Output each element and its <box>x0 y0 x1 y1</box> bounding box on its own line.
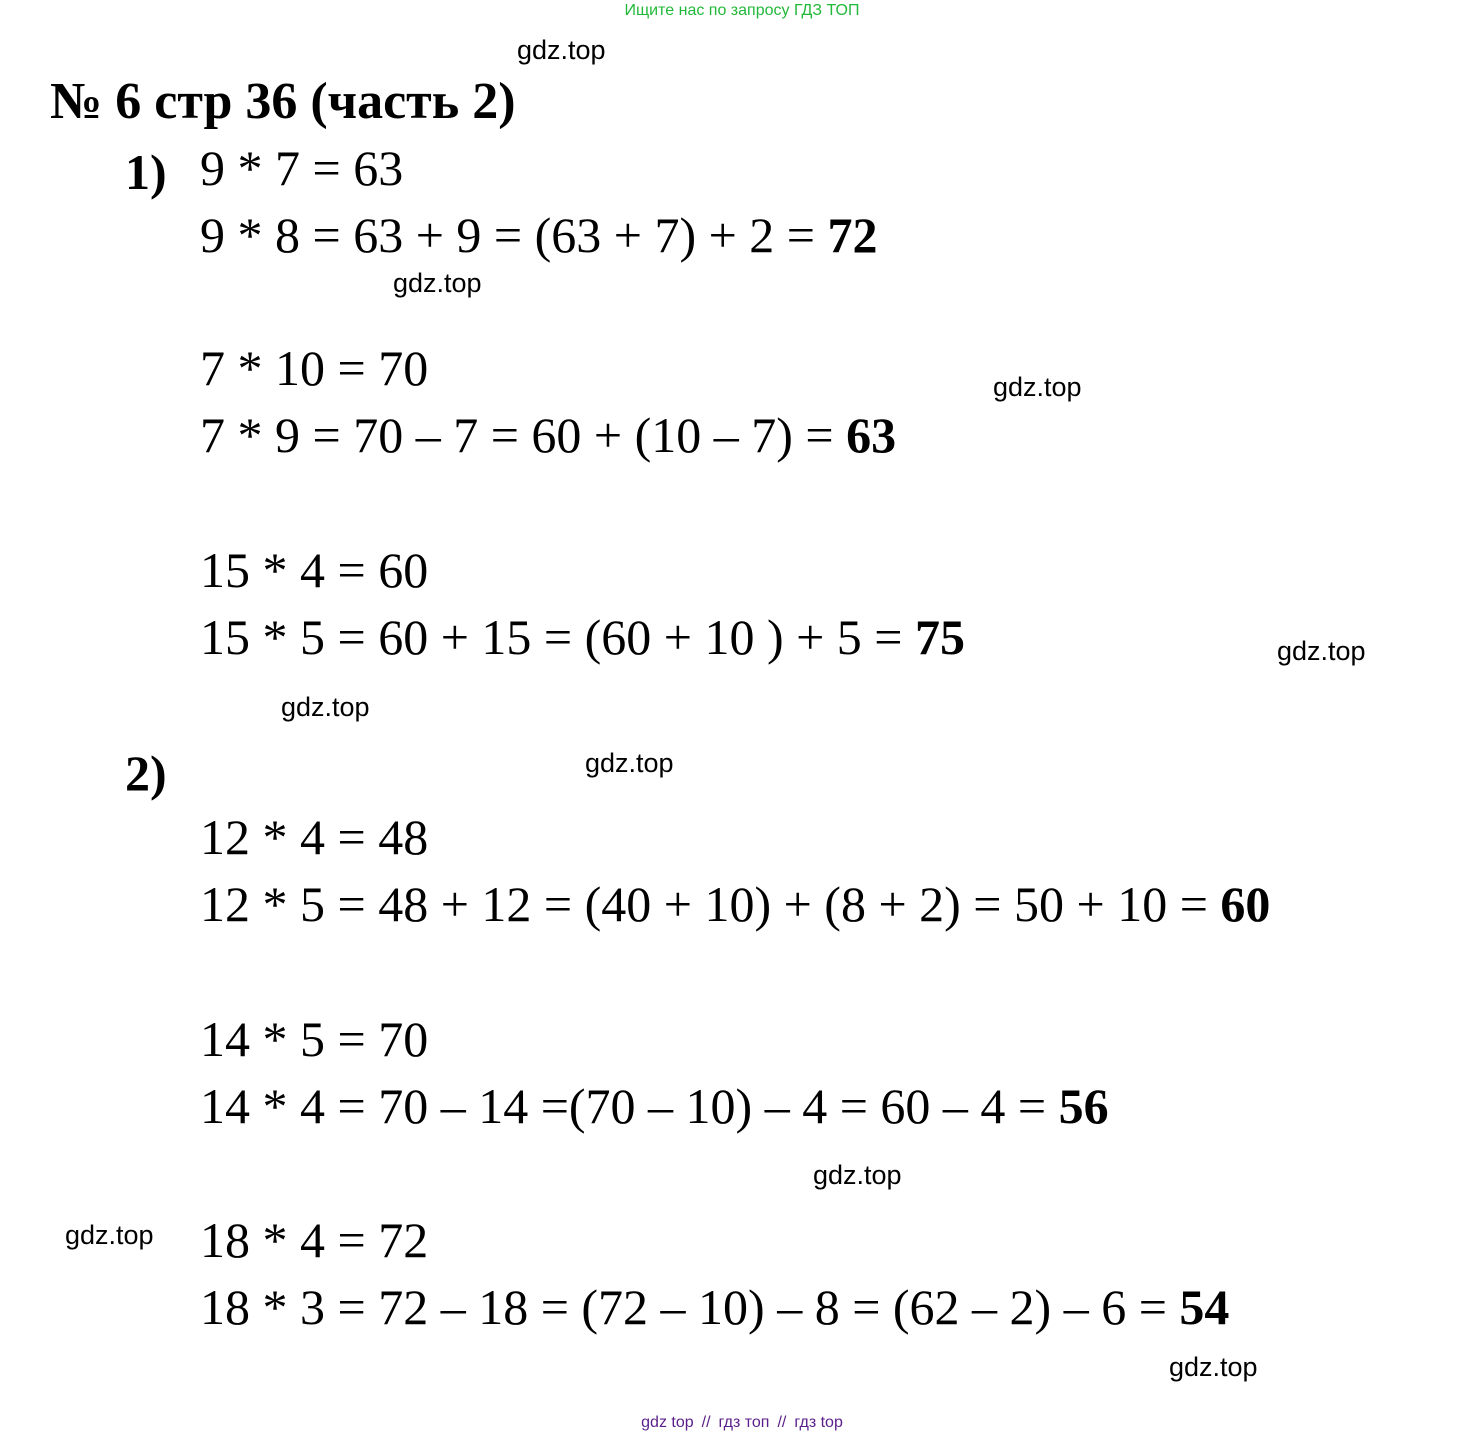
equation-text: 18 * 4 = 72 <box>200 1212 429 1268</box>
watermark: gdz.top <box>1277 636 1366 666</box>
footer-links <box>0 1414 1484 1432</box>
equation-line <box>200 542 428 598</box>
footer-link-gdz-top-mixed[interactable]: гдз top <box>794 1414 843 1431</box>
footer-separator: // <box>777 1414 787 1431</box>
footer-separator: // <box>701 1414 711 1431</box>
equation-text: 14 * 5 = 70 <box>200 1011 429 1067</box>
watermark: gdz.top <box>1169 1352 1258 1382</box>
watermark: gdz.top <box>281 692 370 722</box>
equation-text: 12 * 4 = 48 <box>200 809 429 865</box>
watermark: gdz.top <box>393 268 482 298</box>
equation-text: 12 * 5 = 48 + 12 = (40 + 10) + (8 + 2) = 50 + 10 = <box>200 876 1221 932</box>
equation-text: 14 * 4 = 70 – 14 =(70 – 10) – 4 = 60 – 4 = <box>200 1078 1059 1134</box>
equation-line <box>200 140 403 196</box>
equation-text: 7 * 10 = 70 <box>200 340 429 396</box>
equation-line <box>200 1212 428 1268</box>
equation-answer: 63 <box>846 407 897 463</box>
search-banner: Ищите нас по запросу ГДЗ ТОП <box>624 2 860 19</box>
watermark: gdz.top <box>993 372 1082 402</box>
page-title: № 6 стр 36 (часть 2) <box>50 73 516 130</box>
equation-answer: 72 <box>827 207 878 263</box>
equation-line <box>200 407 896 463</box>
equation-line <box>200 876 1270 932</box>
equation-line <box>200 1078 1109 1134</box>
equation-answer: 54 <box>1179 1279 1230 1335</box>
equation-line <box>200 207 878 263</box>
equation-line <box>200 809 428 865</box>
footer-link-gdz-top-ru[interactable]: гдз топ <box>718 1414 770 1431</box>
part-1-label: 1) <box>125 144 167 200</box>
equation-text: 18 * 3 = 72 – 18 = (72 – 10) – 8 = (62 – 2) – 6 = <box>200 1279 1180 1335</box>
equation-answer: 56 <box>1058 1078 1109 1134</box>
watermark: gdz.top <box>517 35 606 65</box>
equation-text: 9 * 7 = 63 <box>200 140 404 196</box>
footer-link-gdz-top[interactable]: gdz top <box>641 1414 694 1431</box>
watermark: gdz.top <box>585 748 674 778</box>
watermark: gdz.top <box>813 1160 902 1190</box>
part-2-label: 2) <box>125 745 167 801</box>
equation-answer: 75 <box>915 609 965 665</box>
equation-line <box>200 1279 1229 1335</box>
watermark: gdz.top <box>65 1220 154 1250</box>
equation-text: 15 * 4 = 60 <box>200 542 429 598</box>
equation-answer: 60 <box>1220 876 1271 932</box>
equation-text: 9 * 8 = 63 + 9 = (63 + 7) + 2 = <box>200 207 828 263</box>
equation-line <box>200 609 965 665</box>
equation-line <box>200 340 428 396</box>
equation-line <box>200 1011 428 1067</box>
equation-text: 15 * 5 = 60 + 15 = (60 + 10 ) + 5 = <box>200 609 915 665</box>
equation-text: 7 * 9 = 70 – 7 = 60 + (10 – 7) = <box>200 407 847 463</box>
